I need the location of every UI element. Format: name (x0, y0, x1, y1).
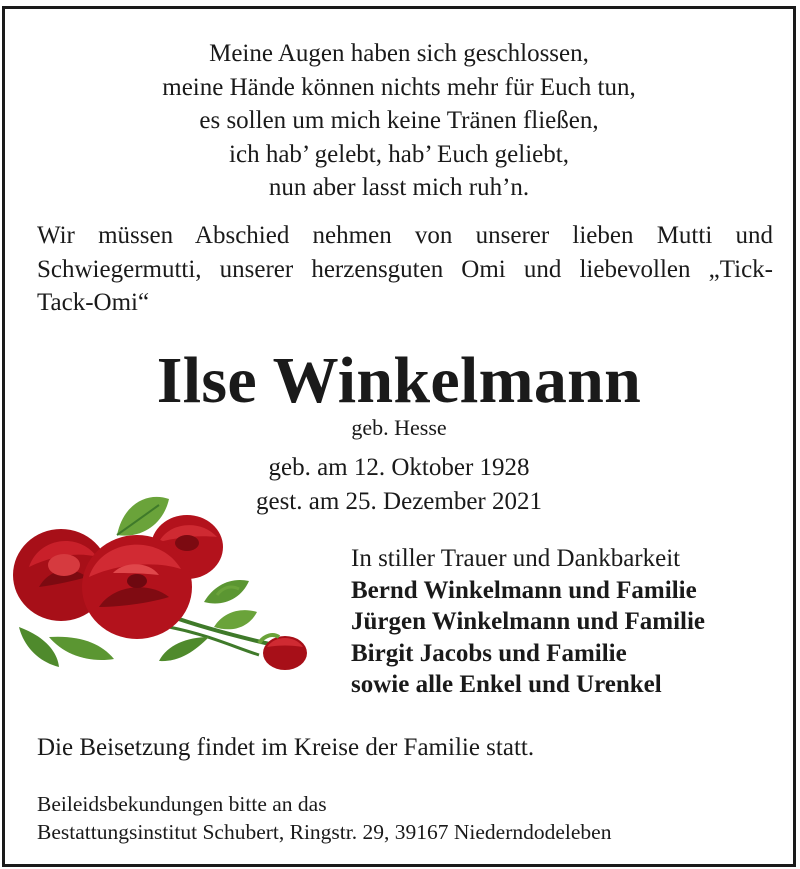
poem (5, 37, 793, 205)
poem-line: ich hab’ gelebt, hab’ Euch geliebt, (229, 140, 569, 168)
red-roses-image (9, 477, 319, 677)
mourners-intro: In stiller Trauer und Dankbarkeit (351, 545, 681, 572)
obituary-notice (2, 6, 796, 867)
mourners-block (351, 543, 705, 701)
intro-line: Tack-Omi“ (37, 289, 150, 316)
mourner-name: sowie alle Enkel und Urenkel (351, 671, 662, 698)
mourner-name: Birgit Jacobs und Familie (351, 639, 627, 667)
poem-line: meine Hände können nichts mehr für Euch tun, (162, 73, 636, 101)
birth-date: geb. am 12. Oktober 1928 (268, 454, 530, 481)
poem-line: nun aber lasst mich ruh’n. (268, 174, 530, 201)
contact-line: Bestattungsinstitut Schubert, Ringstr. 29, 39167 Niederndodeleben (37, 820, 612, 844)
contact-line: Beileidsbekundungen bitte an das (37, 792, 327, 816)
poem-line: es sollen um mich keine Tränen fließen, (199, 107, 599, 134)
death-date: gest. am 25. Dezember 2021 (255, 487, 543, 515)
intro-text (37, 219, 773, 320)
condolence-contact (37, 790, 611, 846)
mourner-name: Bernd Winkelmann und Familie (351, 576, 697, 604)
mourner-name: Jürgen Winkelmann und Familie (351, 608, 706, 635)
poem-line: Meine Augen haben sich geschlossen, (209, 40, 589, 67)
intro-line: Schwiegermutti, unserer herzensguten Omi und liebevollen „Tick- (37, 255, 773, 283)
deceased-name: Ilse Winkelmann (156, 344, 642, 417)
intro-line: Wir müssen Abschied nehmen von unserer lieben Mutti und (37, 222, 773, 249)
birth-name: geb. Hesse (351, 415, 447, 440)
burial-note: Die Beisetzung findet im Kreise der Familie statt. (37, 734, 535, 761)
